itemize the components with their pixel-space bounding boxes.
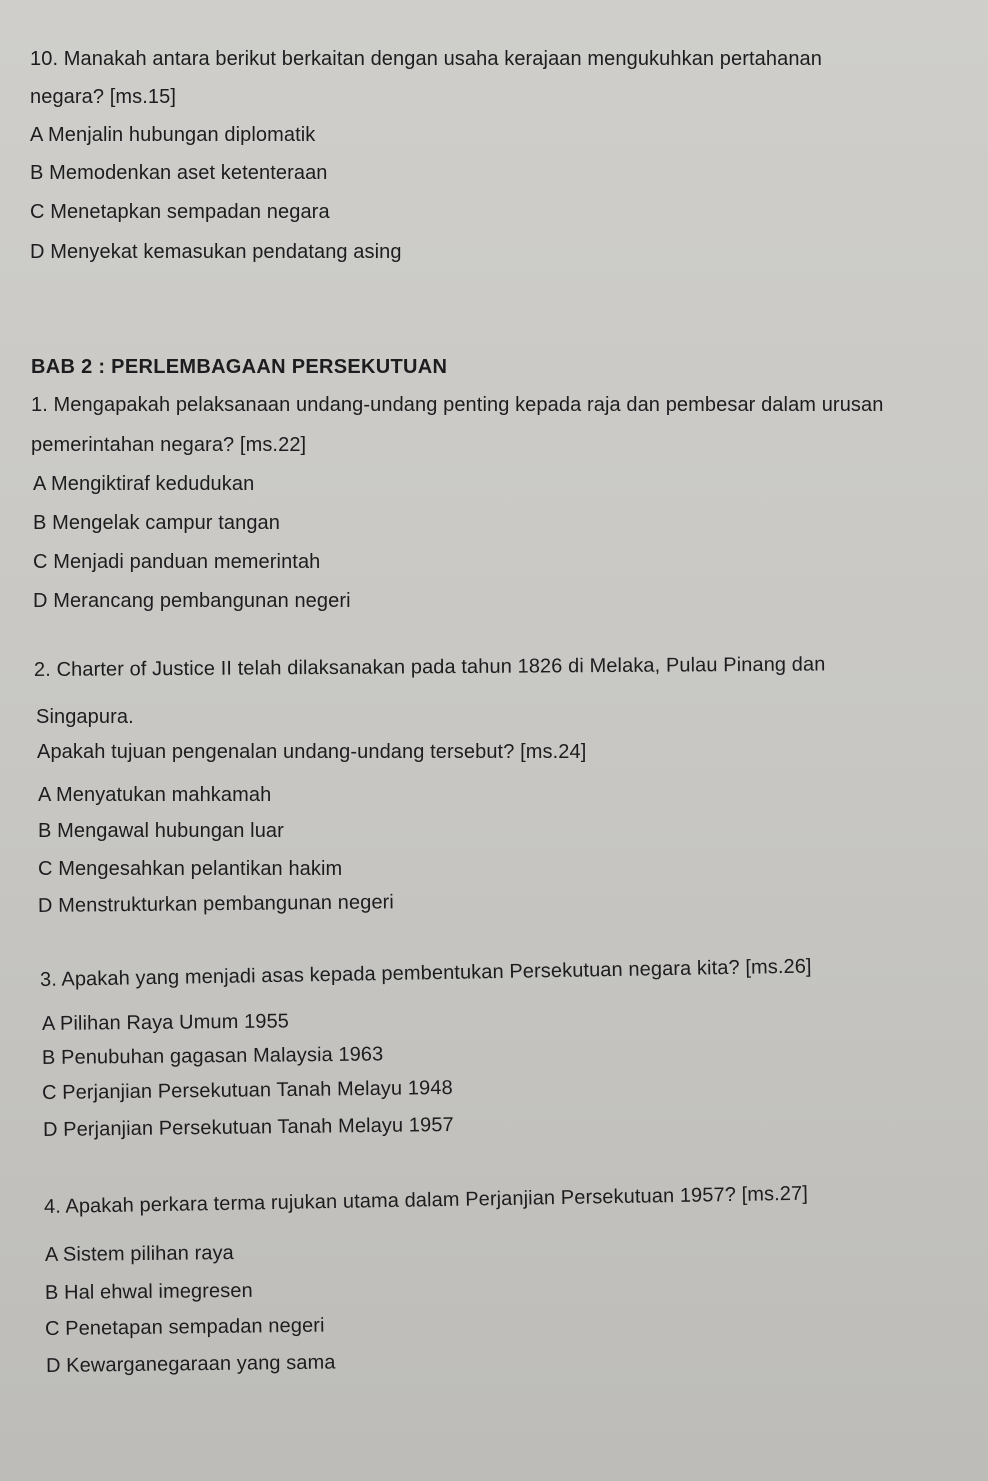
option-d: D Perjanjian Persekutuan Tanah Melayu 1957 [42,1113,454,1141]
option-b: B Mengelak campur tangan [33,512,280,534]
option-c: C Menetapkan sempadan negara [30,201,330,223]
question-text: 1. Mengapakah pelaksanaan undang-undang penting kepada raja dan pembesar dalam urusan [31,394,884,416]
option-d: D Menstrukturkan pembangunan negeri [37,891,395,917]
question-text: Apakah tujuan pengenalan undang-undang tersebut? [ms.24] [37,741,587,763]
option-a: A Mengiktiraf kedudukan [33,473,255,495]
question-text: 3. Apakah yang menjadi asas kepada pembentukan Persekutuan negara kita? [ms.26] [39,955,812,991]
option-c: C Menjadi panduan memerintah [33,551,321,573]
question-text: 4. Apakah perkara terma rujukan utama dalam Perjanjian Persekutuan 1957? [ms.27] [43,1182,809,1218]
option-b: B Hal ehwal imegresen [44,1279,253,1304]
question-text: pemerintahan negara? [ms.22] [31,434,307,456]
option-a: A Pilihan Raya Umum 1955 [41,1010,290,1035]
question-text: 10. Manakah antara berikut berkaitan dengan usaha kerajaan mengukuhkan pertahanan [30,48,822,70]
option-a: A Menyatukan mahkamah [38,784,272,806]
option-b: B Mengawal hubungan luar [38,820,284,842]
option-c: C Mengesahkan pelantikan hakim [38,858,343,880]
question-text: Singapura. [36,706,134,728]
option-c: C Penetapan sempadan negeri [44,1314,325,1340]
option-d: D Merancang pembangunan negeri [33,590,351,612]
option-b: B Penubuhan gagasan Malaysia 1963 [41,1043,384,1069]
option-c: C Perjanjian Persekutuan Tanah Melayu 1948 [41,1076,453,1104]
option-a: A Menjalin hubungan diplomatik [30,124,316,146]
chapter-heading: BAB 2 : PERLEMBAGAAN PERSEKUTUAN [31,356,448,378]
option-d: D Kewarganegaraan yang sama [45,1351,336,1377]
question-text: 2. Charter of Justice II telah dilaksanakan pada tahun 1826 di Melaka, Pulau Pinang dan [33,653,826,681]
option-b: B Memodenkan aset ketenteraan [30,162,328,184]
question-text: negara? [ms.15] [30,86,177,108]
option-a: A Sistem pilihan raya [44,1242,234,1266]
option-d: D Menyekat kemasukan pendatang asing [30,241,402,263]
